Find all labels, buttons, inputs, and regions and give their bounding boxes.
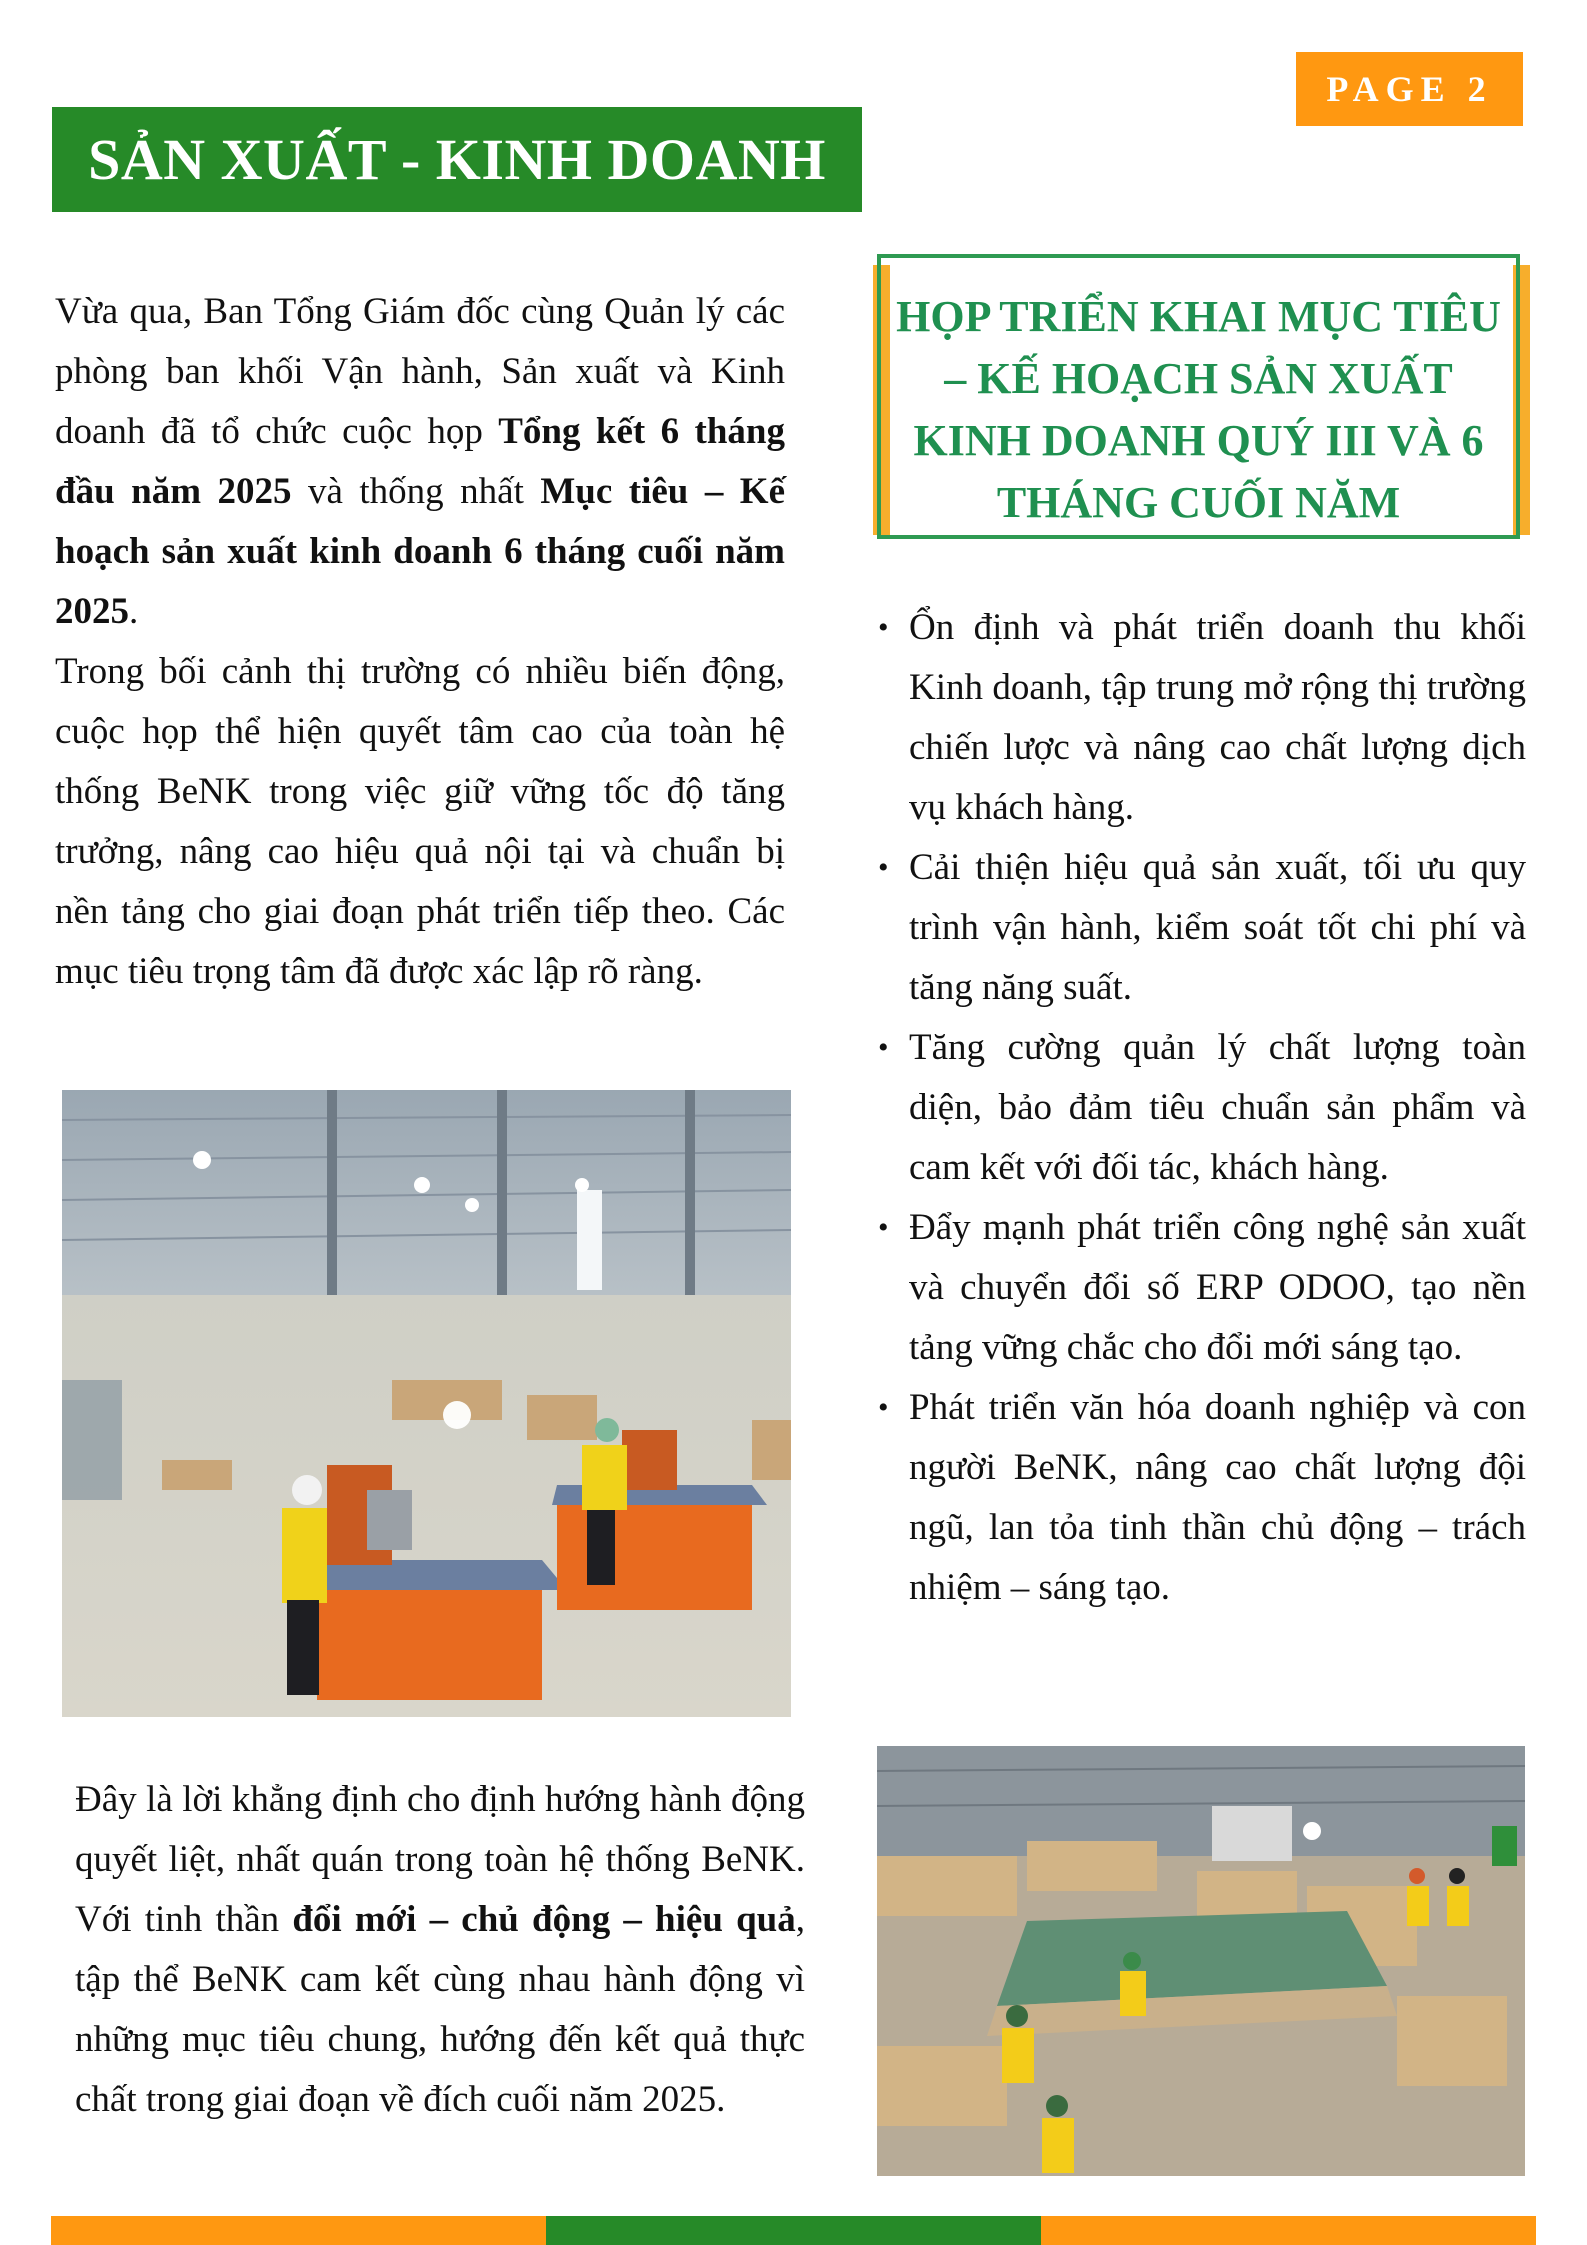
goal-item [872, 838, 1526, 1018]
factory-photo-2 [877, 1746, 1525, 2176]
section-title: SẢN XUẤT - KINH DOANH [52, 107, 862, 212]
highlight-heading-box [877, 254, 1520, 539]
goal-text: Ổn định và phát triển doanh thu khối Kinh doanh, tập trung mở rộng thị trường chiến lược và nâng cao chất lượng dịch vụ khách hàng. [909, 607, 1526, 828]
goal-item [872, 1198, 1526, 1378]
closing-bold-run: đổi mới – chủ động – hiệu quả [292, 1899, 796, 1940]
goals-list [872, 598, 1526, 1618]
goal-item [872, 1378, 1526, 1618]
highlight-heading: HỌP TRIỂN KHAI MỤC TIÊU – KẾ HOẠCH SẢN XUẤT KINH DOANH QUÝ III VÀ 6 THÁNG CUỐI NĂM [896, 292, 1501, 527]
footer-color-bar [51, 2216, 1536, 2245]
factory-photo-1 [62, 1090, 791, 1717]
goal-text: Phát triển văn hóa doanh nghiệp và con người BeNK, nâng cao chất lượng đội ngũ, lan tỏa tinh thần chủ động – trách nhiệm – sáng tạo. [909, 1387, 1526, 1608]
intro-paragraph-2: Trong bối cảnh thị trường có nhiều biến động, cuộc họp thể hiện quyết tâm cao của toàn hệ thống BeNK trong việc giữ vững tốc độ tăng trưởng, nâng cao hiệu quả nội tại và chuẩn bị nền tảng cho giai đoạn phát triển tiếp theo. Các mục tiêu trọng tâm đã được xác lập rõ ràng. [55, 651, 785, 992]
footer-bar-green-center [546, 2216, 1041, 2245]
footer-bar-orange-left [51, 2216, 546, 2245]
intro-text-run: Vừa qua, Ban Tổng Giám đốc cùng Quản lý các phòng ban khối Vận hành, Sản xuất và Kinh doanh đã tổ chức cuộc họp [55, 291, 785, 452]
bullet-icon: • [878, 1211, 889, 1244]
intro-paragraph-1 [55, 282, 785, 642]
goal-text: Tăng cường quản lý chất lượng toàn diện, bảo đảm tiêu chuẩn sản phẩm và cam kết với đối tác, khách hàng. [909, 1027, 1526, 1188]
goal-item [872, 1018, 1526, 1198]
goal-text: Đẩy mạnh phát triển công nghệ sản xuất và chuyển đổi số ERP ODOO, tạo nền tảng vững chắc cho đổi mới sáng tạo. [909, 1207, 1526, 1368]
closing-paragraph [75, 1770, 805, 2130]
goal-text: Cải thiện hiệu quả sản xuất, tối ưu quy trình vận hành, kiểm soát tốt chi phí và tăng năng suất. [909, 847, 1526, 1008]
intro-text-run: và thống nhất [291, 471, 541, 512]
intro-text-run: . [129, 591, 139, 632]
bullet-icon: • [878, 611, 889, 644]
goal-item [872, 598, 1526, 838]
closing-text [75, 1770, 805, 2130]
intro-bold-run: Tổng kết 6 tháng đầu năm 2025 [55, 411, 785, 512]
footer-bar-orange-right [1041, 2216, 1536, 2245]
bullet-icon: • [878, 851, 889, 884]
page-number-badge: PAGE 2 [1296, 52, 1523, 126]
bullet-icon: • [878, 1391, 889, 1424]
intro-bold-run: Mục tiêu – Kế hoạch sản xuất kinh doanh 6 tháng cuối năm 2025 [55, 471, 786, 632]
bullet-icon: • [878, 1031, 889, 1064]
intro-text [55, 282, 785, 1002]
closing-text-run: , tập thể BeNK cam kết cùng nhau hành động vì những mục tiêu chung, hướng đến kết quả thực chất trong giai đoạn về đích cuối năm 2025. [75, 1899, 805, 2120]
factory-photo-1-illustration [62, 1090, 791, 1717]
closing-text-run: Đây là lời khẳng định cho định hướng hành động quyết liệt, nhất quán trong toàn hệ thống BeNK. Với tinh thần [75, 1779, 805, 1940]
factory-photo-2-illustration [877, 1746, 1525, 2176]
